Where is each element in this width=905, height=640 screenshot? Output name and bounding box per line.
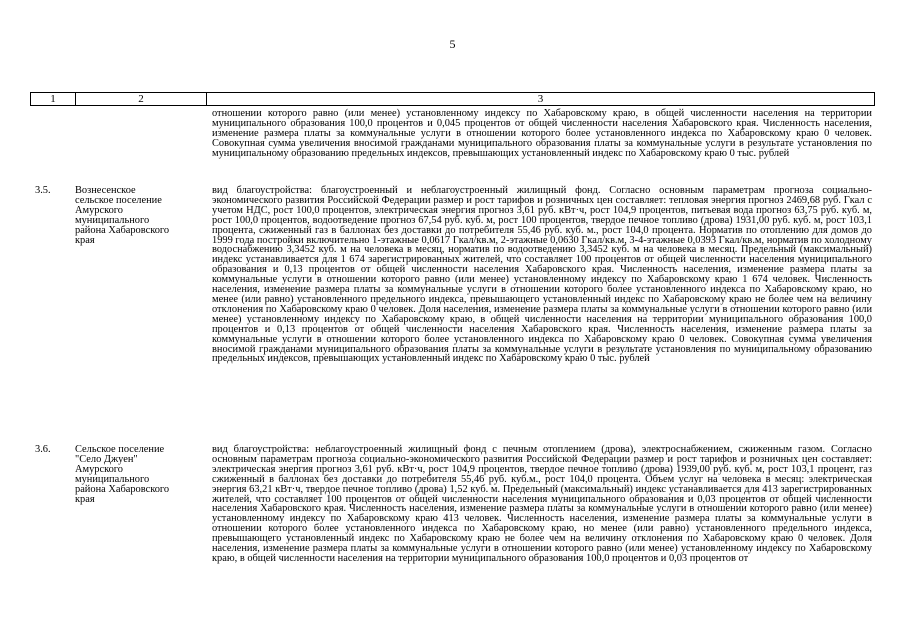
row-number: 3.6.	[35, 444, 51, 455]
table-header	[30, 92, 875, 106]
municipality-name: Вознесенское сельское поселение Амурского муниципального района Хабаровского края	[75, 185, 170, 246]
column-header-2: 2	[76, 93, 207, 105]
municipality-name: Сельское поселение "Село Джуен" Амурского муниципального района Хабаровского края	[75, 444, 170, 505]
row-text: вид благоустройства: неблагоустроенный жилищный фонд с печным отоплением (дрова), электроснабжением, сжиженным газом. Согласно основным параметрам прогноза социально-экономического развития Российской Федерации размер и рост тарифов и розничных цен составляет: электрическая энергия прогноз 3,61 руб. кВт·ч, рост 104,9 процентов, твердое печное топливо (дрова) 1939,00 руб. куб. м, рост 103,1 процент, газ сжиженный в баллонах без доставки до потребителя 55,46 руб. куб.м., рост 104,0 процента. Объем услуг на человека в месяц: электрическая энергия 63,21 кВт·ч, твердое печное топливо (дрова) 1,52 куб. м. Предельный (максимальный) индекс устанавливается для 413 зарегистрированных жителей, что составляет 100 процентов от общей численности населения муниципального образования и 0,03 процентов от общей численности населения Хабаровского края. Численность населения, изменение размера платы за коммунальные услуги в отношении которого равно (или менее) установленному индексу по Хабаровскому краю 413 человек. Численность населения, изменение размера платы за коммунальные услуги в отношении которого более установленного индекса по Хабаровскому краю, но менее (или равно) установленного предельного индекса, превышающего установленный индекс по Хабаровскому краю не более чем на величину отклонения по Хабаровскому краю 0 человек. Доля населения, изменение размера платы за коммунальные услуги в отношении которого равно (или менее) установленному индексу по Хабаровскому краю, в общей численности населения на территории муниципального образования 100,0 процентов и 0,03 процентов от	[212, 444, 872, 564]
row-number: 3.5.	[35, 185, 51, 196]
column-header-1: 1	[31, 93, 76, 105]
column-header-3: 3	[537, 93, 544, 105]
row-text-continued: отношении которого равно (или менее) установленному индексу по Хабаровскому краю, в общей численности населения на территории муниципального образования 100,0 процентов и 0,045 процентов от общей численности населения Хабаровского края. Численность населения, изменение размера платы за коммунальные услуги в отношении которого более установленного индекса по Хабаровскому краю 0 человек. Совокупная сумма увеличения вносимой гражданами муниципального образования платы за коммунальные услуги в результате установления по муниципальному образованию предельных индексов, превышающих установленный индекс по Хабаровскому краю 0 тыс. рублей	[212, 108, 872, 159]
page-number: 5	[449, 37, 456, 51]
row-text: вид благоустройства: благоустроенный и неблагоустроенный жилищный фонд. Согласно основным параметрам прогноза социально-экономического развития Российской Федерации размер и рост тарифов и розничных цен составляет: тепловая энергия прогноз 2469,68 руб. Гкал с учетом НДС, рост 100,0 процентов, электрическая энергия прогноз 3,61 руб. кВт·ч, рост 104,9 процентов, питьевая вода прогноз 63,75 руб. куб. м, рост 100,0 процентов, водоотведение прогноз 67,54 руб. куб. м, рост 100 процентов, твердое печное топливо (дрова) 1931,00 руб. куб. м, рост 103,1 процента, сжиженный газ в баллонах без доставки до потребителя 55,46 руб. куб. м., рост 104,0 процента. Норматив по отоплению для домов до 1999 года постройки включительно 1-этажные 0,0617 Гкал/кв.м, 2-этажные 0,0630 Гкал/кв.м, 3-4-этажные 0,0393 Гкал/кв.м, норматив по холодному водоснабжению 3,3452 куб. м на человека в месяц, норматив по водоотведению 3,3452 куб. м на человека в месяц. Предельный (максимальный) индекс устанавливается для 1 674 зарегистрированных жителей, что составляет 100 процентов от общей численности населения муниципального образования и 0,13 процентов от общей численности населения Хабаровского края. Численность населения, изменение размера платы за коммунальные услуги в отношении которого равно (или менее) установленному индексу по Хабаровскому краю 1 674 человек. Численность населения, изменение размера платы за коммунальные услуги в отношении которого более установленного индекса по Хабаровскому краю, но менее (или равно) установленного предельного индекса, превышающего установленный индекс по Хабаровскому краю не более чем на величину отклонения по Хабаровскому краю 0 человек. Доля населения, изменение размера платы за коммунальные услуги в отношении которого равно (или менее) установленному индексу по Хабаровскому краю, в общей численности населения на территории муниципального образования 100,0 процентов и 0,13 процентов от общей численности населения Хабаровского края. Численность населения, изменение размера платы за коммунальные услуги в отношении которого более установленного индекса по Хабаровскому краю 0 человек. Совокупная сумма увеличения вносимой гражданами муниципального образования платы за коммунальные услуги в результате установления по муниципальному образованию предельных индексов, превышающих установленный индекс по Хабаровскому краю 0 тыс. рублей	[212, 185, 872, 365]
